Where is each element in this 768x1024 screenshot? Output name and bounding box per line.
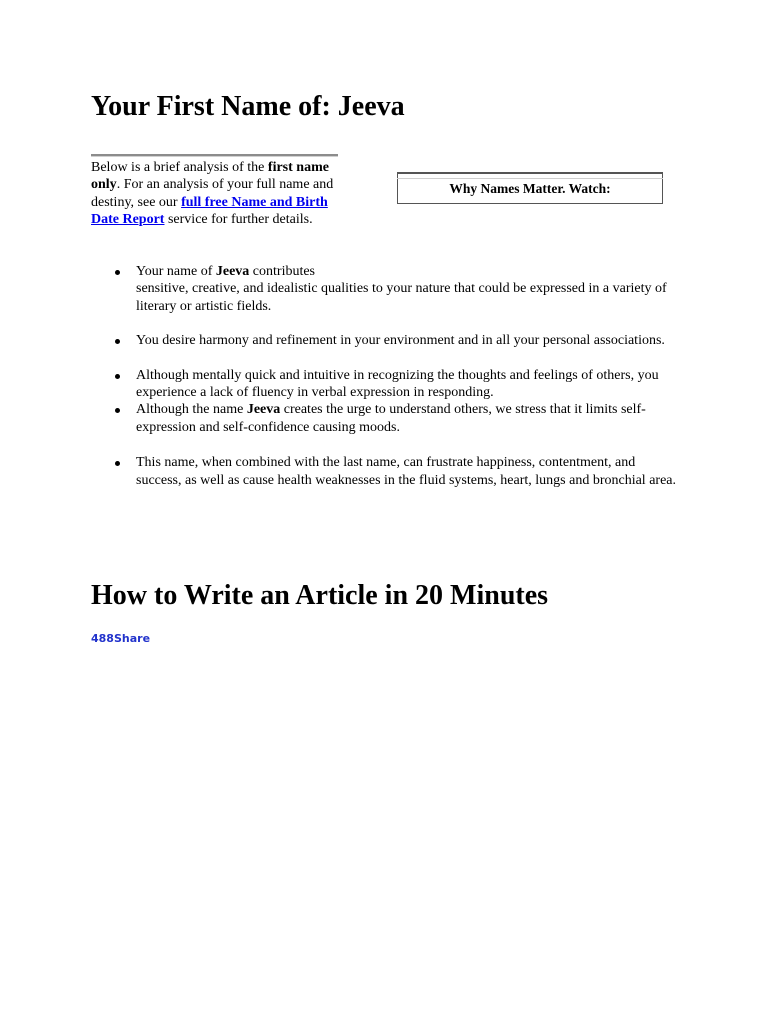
bullet-name-bold: Jeeva [246,402,281,418]
intro-text-1: Below is a brief analysis of the [91,160,268,175]
bullet-text: creates the urge to understand others, we stress that it limits self-expression and self-confidence causing moods. [136,402,646,435]
why-names-matter-box[interactable] [397,172,663,204]
list-item [136,367,681,402]
bullet-text: contributes [249,264,316,279]
title-divider [91,154,338,157]
bullet-name-bold: Jeeva [215,264,250,279]
bullet-text: This name, when combined with the last name, can frustrate happiness, contentment, and success, as well as cause health weaknesses in the fluid systems, heart, lungs and bronchial area. [136,455,676,488]
analysis-list [136,263,681,489]
list-item [136,263,681,315]
intro-text-2: . For an analysis of your full name and destiny, see our [91,177,334,210]
share-count-link[interactable]: 488Share [91,632,151,645]
page-title: Your First Name of: Jeeva [91,91,405,122]
bullet-text: Although mentally quick and intuitive in recognizing the thoughts and feelings of others, you experience a lack of fluency in verbal expression in responding. [136,367,659,401]
full-report-link[interactable]: full free Name and Birth Date Report [91,194,328,228]
bullet-text: sensitive, creative, and idealistic qualities to your nature that could be expressed in a variety of literary or artistic fields. [136,281,667,314]
list-item [136,401,681,436]
list-item [136,332,681,349]
list-item [136,454,681,489]
intro-paragraph [91,159,339,229]
intro-text-3: service for further details. [164,212,313,228]
intro-bold-first-name-only: first name only [91,160,329,193]
why-names-matter-label: Why Names Matter. Watch: [449,180,611,196]
article-heading: How to Write an Article in 20 Minutes [91,580,549,611]
bullet-text: Your name of [136,264,216,279]
bullet-text: Although the name [136,402,247,418]
bullet-text: You desire harmony and refinement in your environment and in all your personal associations. [136,333,665,349]
